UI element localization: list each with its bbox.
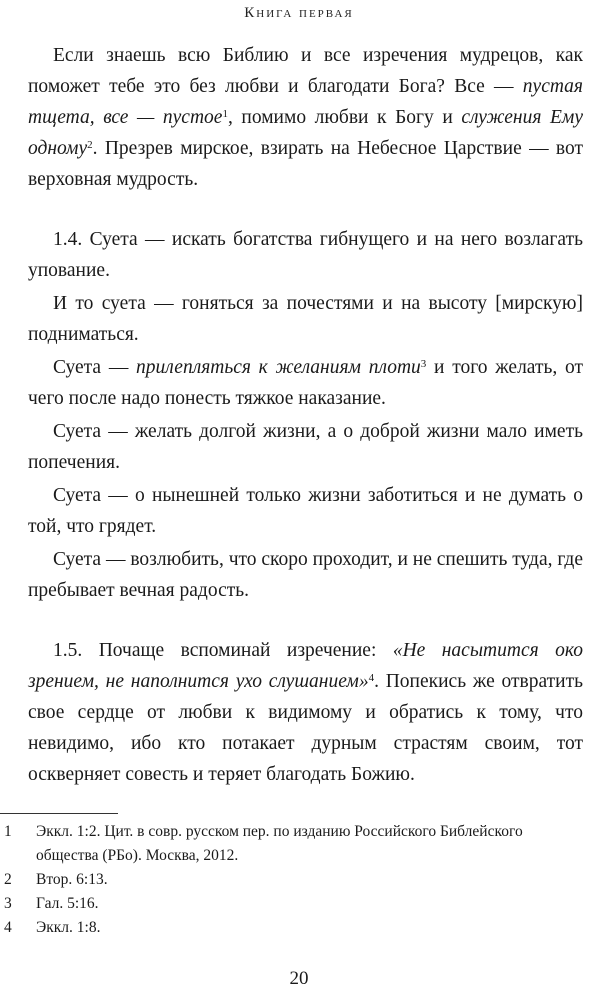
text-run: Суета — [53,357,137,378]
footnote-number: 1 [4,823,12,840]
text-run: . Попекись же отвратить свое сердце от любви к видимому и обратись к тому, что невидимо, ибо кто потакает дурным страстям своим, тот оскверняет совесть и теряет благодать Божию. [28,671,583,785]
footnote-item [0,892,580,916]
text-run: . Презрев мирское, взирать на Небесное Царствие — вот верховная мудрость. [28,138,583,190]
paragraph [28,416,583,478]
text-run: , помимо любви к Богу и [227,107,462,128]
paragraph [28,288,583,350]
text-run: Если знаешь всю Библию и все изречения мудрецов, как поможет тебе это без любви и благодати Бога? Все — [28,45,583,97]
text-run: 1.4. Суета — искать богатства гибнущего и на него возлагать упование. [28,229,583,281]
italic-quote: прилепляться к желаниям плоти [136,357,421,378]
footnote-number: 4 [4,919,12,936]
paragraph [28,352,583,414]
text-run: Суета — о нынешней только жизни заботиться и не думать о той, что грядет. [28,485,583,537]
running-head: Книга первая [244,5,354,21]
footnote-item [0,868,580,892]
main-text [28,40,583,790]
paragraph [28,480,583,542]
text-run: Суета — возлюбить, что скоро проходит, и не спешить туда, где пребывает вечная радость. [28,549,583,601]
footnote-marker: 4 [368,671,375,684]
text-run: и того желать, от чего после надо понесть тяжкое наказание. [28,357,583,409]
footnote-text: Втор. 6:13. [36,871,108,888]
footnote-number: 3 [4,895,12,912]
footnotes [0,820,580,940]
italic-quote: служения Ему одному [28,107,583,159]
footnote-marker: 2 [87,138,93,151]
footnote-number: 2 [4,871,12,888]
paragraph [28,224,583,286]
footnote-marker: 3 [420,357,427,370]
paragraph [28,40,583,195]
italic-quote: «Не насытится око зрением, не наполнится ухо слушанием» [28,640,583,692]
footnote-item [0,916,580,940]
page-number: 20 [289,968,309,989]
text-run: Суета — желать долгой жизни, а о доброй жизни мало иметь попечения. [28,421,583,473]
italic-quote: пустая тщета, все — пустое [28,76,583,128]
footnote-text: Эккл. 1:8. [36,919,101,936]
paragraph [28,635,583,790]
footnote-text: Эккл. 1:2. Цит. в совр. русском пер. по изданию Российского Библейского общества (РБо). Москва, 2012. [36,823,523,864]
footnote-text: Гал. 5:16. [36,895,99,912]
text-run: 1.5. Почаще вспоминай изречение: [53,640,393,661]
footnote-marker: 1 [222,107,228,120]
footnote-item [0,820,580,868]
footnote-rule [0,813,118,814]
text-run: И то суета — гоняться за почестями и на высоту [мирскую] подниматься. [28,293,583,345]
paragraph [28,544,583,606]
